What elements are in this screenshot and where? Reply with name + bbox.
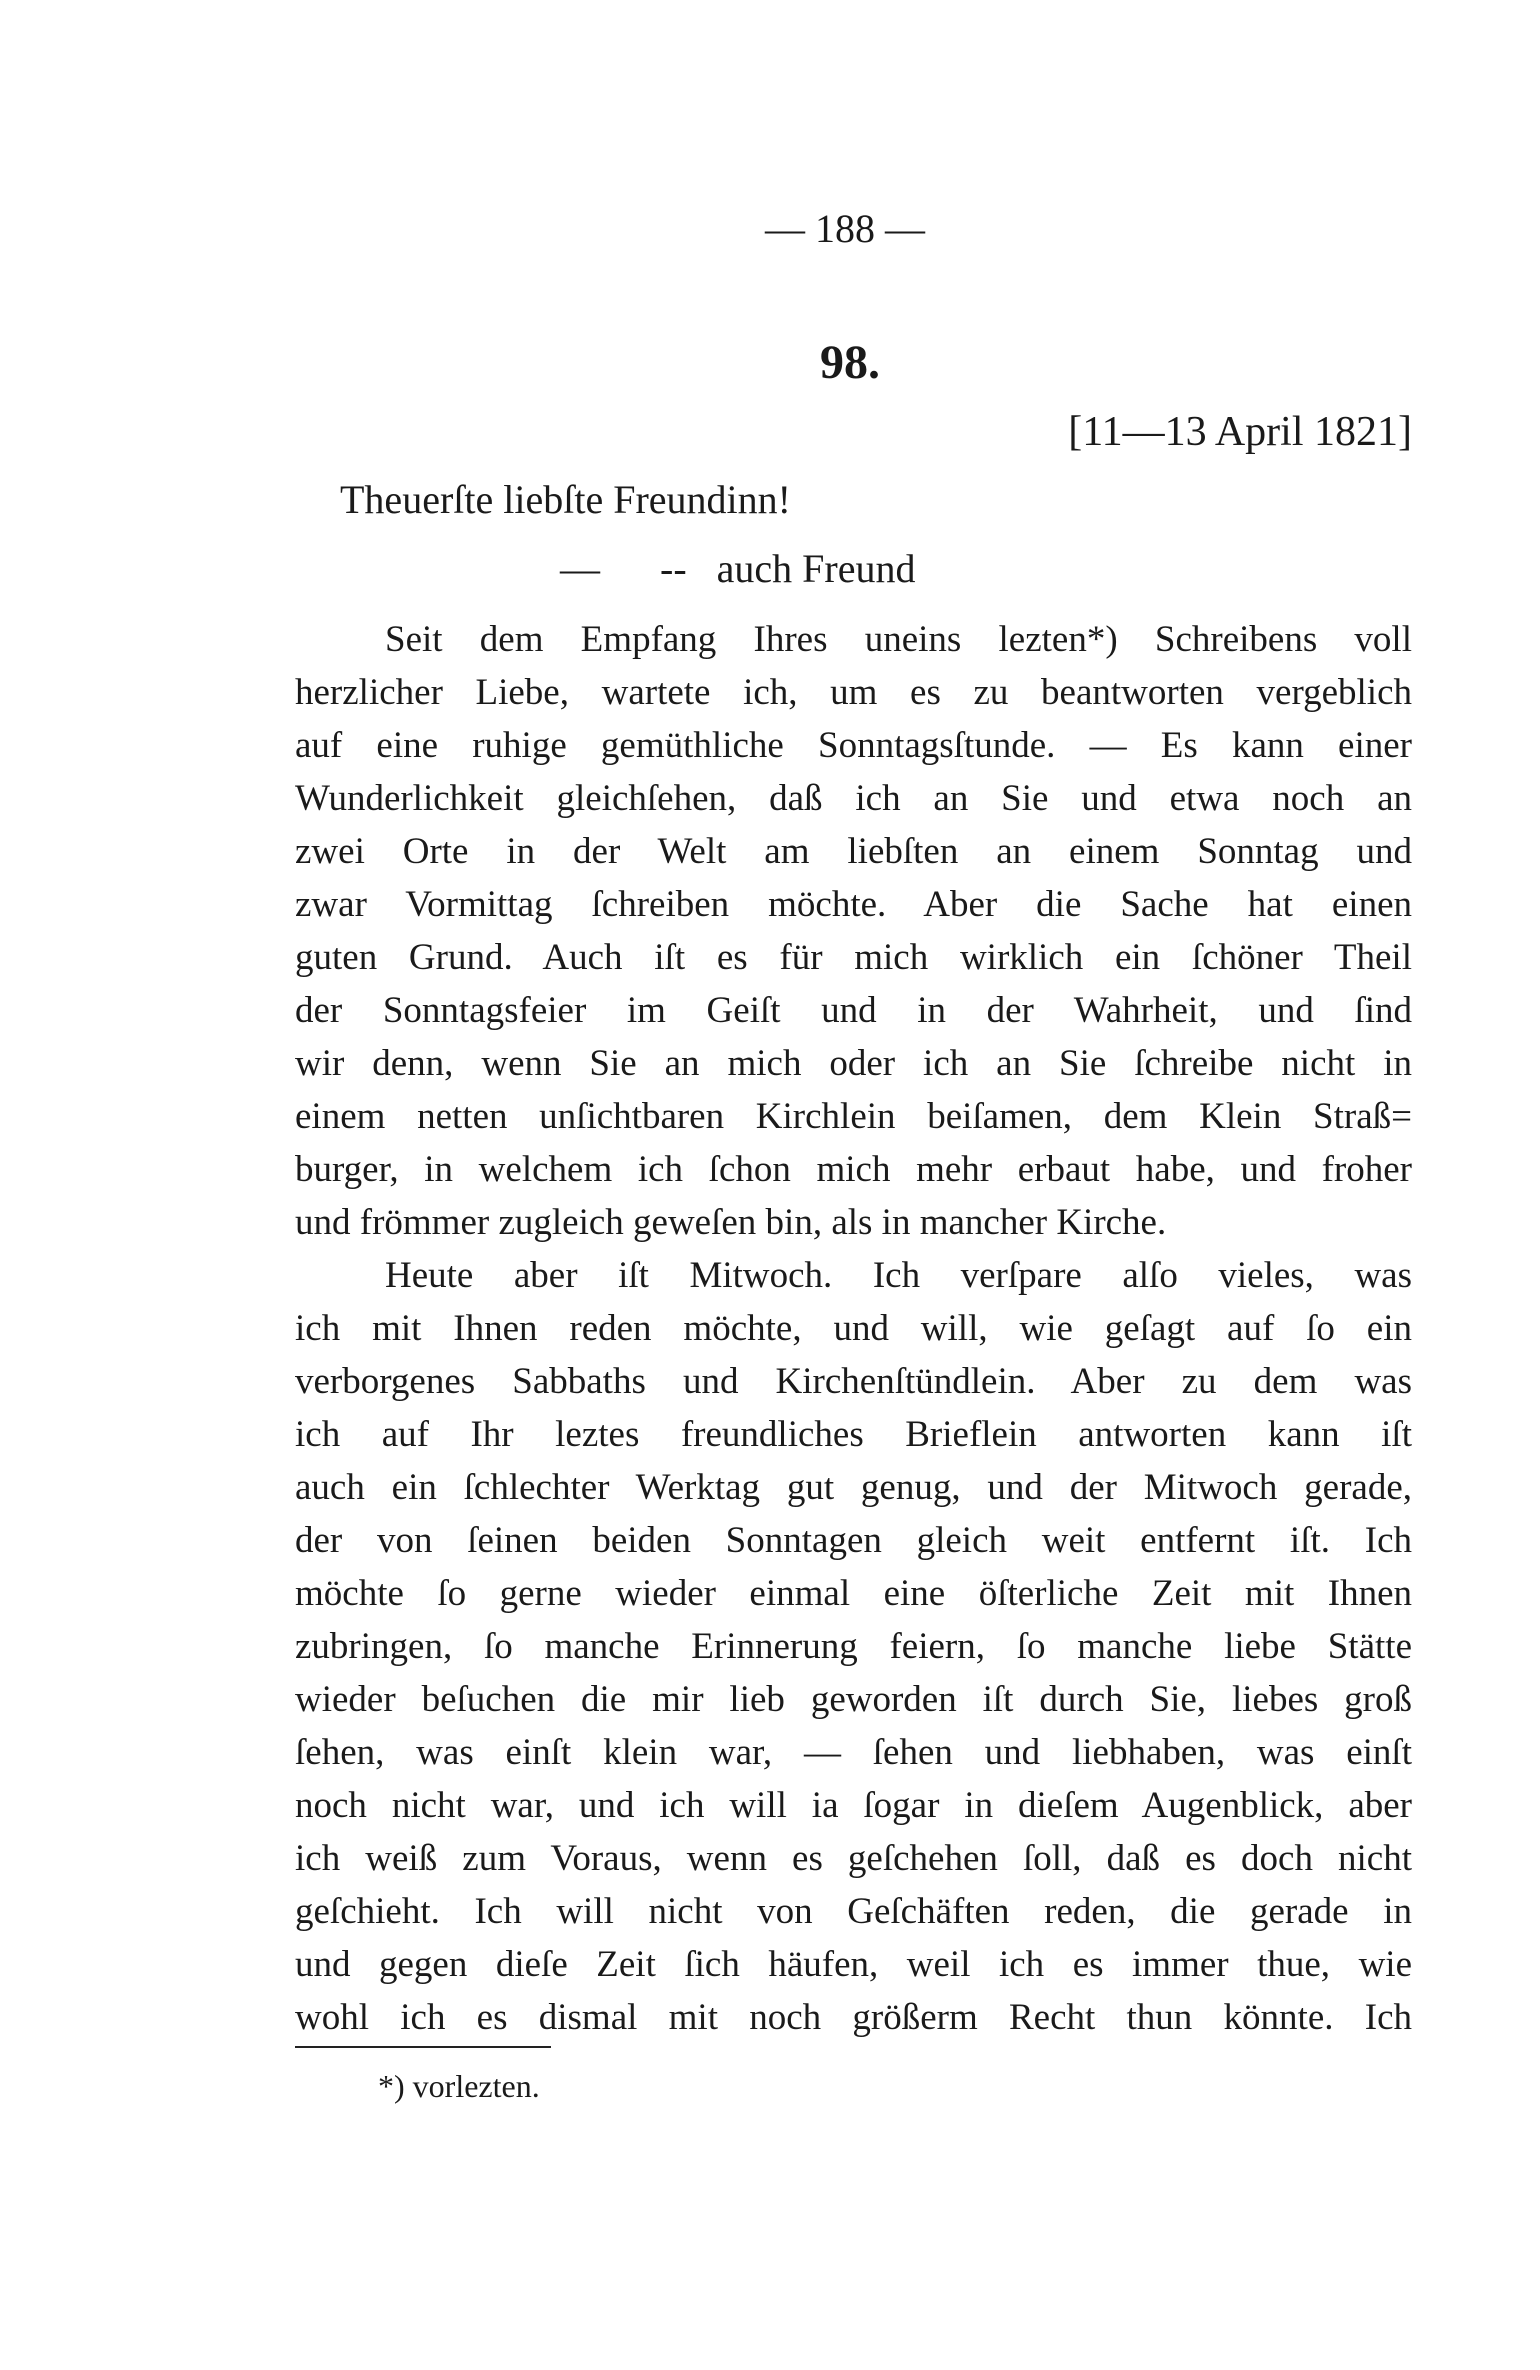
text-line: und frömmer zugleich geweſen bin, als in mancher Kirche. xyxy=(295,1202,1167,1243)
footnote-divider xyxy=(295,2046,551,2048)
text-fragment: — -- auch Freund xyxy=(560,546,916,591)
text-line: möchte ſo gerne wieder einmal eine öſterliche Zeit mit Ihnen xyxy=(295,1573,1412,1614)
text-line: wir denn, wenn Sie an mich oder ich an Sie ſchreibe nicht in xyxy=(295,1043,1412,1084)
text-line: auf eine ruhige gemüthliche Sonntagsſtunde. — Es kann einer xyxy=(295,725,1412,766)
text-line: guten Grund. Auch iſt es für mich wirklich ein ſchöner Theil xyxy=(295,937,1412,978)
text-line: burger, in welchem ich ſchon mich mehr erbaut habe, und froher xyxy=(295,1149,1412,1190)
footnote: *) vorlezten. xyxy=(378,2068,540,2104)
text-line: Heute aber iſt Mitwoch. Ich verſpare alſo vieles, was xyxy=(385,1255,1412,1296)
text-line: Wunderlichkeit gleichſehen, daß ich an Sie und etwa noch an xyxy=(295,778,1412,819)
text-line: geſchieht. Ich will nicht von Geſchäften reden, die gerade in xyxy=(295,1891,1412,1932)
text-line: wieder beſuchen die mir lieb geworden iſt durch Sie, liebes groß xyxy=(295,1679,1412,1720)
text-line: noch nicht war, und ich will ia ſogar in dieſem Augenblick, aber xyxy=(295,1785,1412,1826)
text-line: zubringen, ſo manche Erinnerung feiern, ſo manche liebe Stätte xyxy=(295,1626,1412,1667)
text-line: der Sonntagsfeier im Geiſt und in der Wahrheit, und ſind xyxy=(295,990,1412,1031)
text-line: einem netten unſichtbaren Kirchlein beiſamen, dem Klein Straß= xyxy=(295,1096,1412,1137)
text-line: ich weiß zum Voraus, wenn es geſchehen ſoll, daß es doch nicht xyxy=(295,1838,1412,1879)
text-line: ſehen, was einſt klein war, — ſehen und liebhaben, was einſt xyxy=(295,1732,1412,1773)
text-line: ich mit Ihnen reden möchte, und will, wie geſagt auf ſo ein xyxy=(295,1308,1412,1349)
text-line: Seit dem Empfang Ihres uneins lezten*) Schreibens voll xyxy=(385,619,1412,660)
text-line: zwei Orte in der Welt am liebſten an einem Sonntag und xyxy=(295,831,1412,872)
letter-number: 98. xyxy=(820,336,880,389)
letter-date: [11—13 April 1821] xyxy=(1068,409,1412,455)
salutation: Theuerſte liebſte Freundinn! xyxy=(340,477,791,522)
text-line: wohl ich es dismal mit noch größerm Recht thun könnte. Ich xyxy=(295,1997,1412,2038)
text-line: herzlicher Liebe, wartete ich, um es zu beantworten vergeblich xyxy=(295,672,1412,713)
text-line: zwar Vormittag ſchreiben möchte. Aber die Sache hat einen xyxy=(295,884,1412,925)
text-line: verborgenes Sabbaths und Kirchenſtündlein. Aber zu dem was xyxy=(295,1361,1412,1402)
text-line: und gegen dieſe Zeit ſich häufen, weil ich es immer thue, wie xyxy=(295,1944,1412,1985)
text-line: ich auf Ihr leztes freundliches Brieflein antworten kann iſt xyxy=(295,1414,1412,1455)
page-number: — 188 — xyxy=(765,206,925,251)
text-line: auch ein ſchlechter Werktag gut genug, und der Mitwoch gerade, xyxy=(295,1467,1412,1508)
text-line: der von ſeinen beiden Sonntagen gleich weit entfernt iſt. Ich xyxy=(295,1520,1412,1561)
